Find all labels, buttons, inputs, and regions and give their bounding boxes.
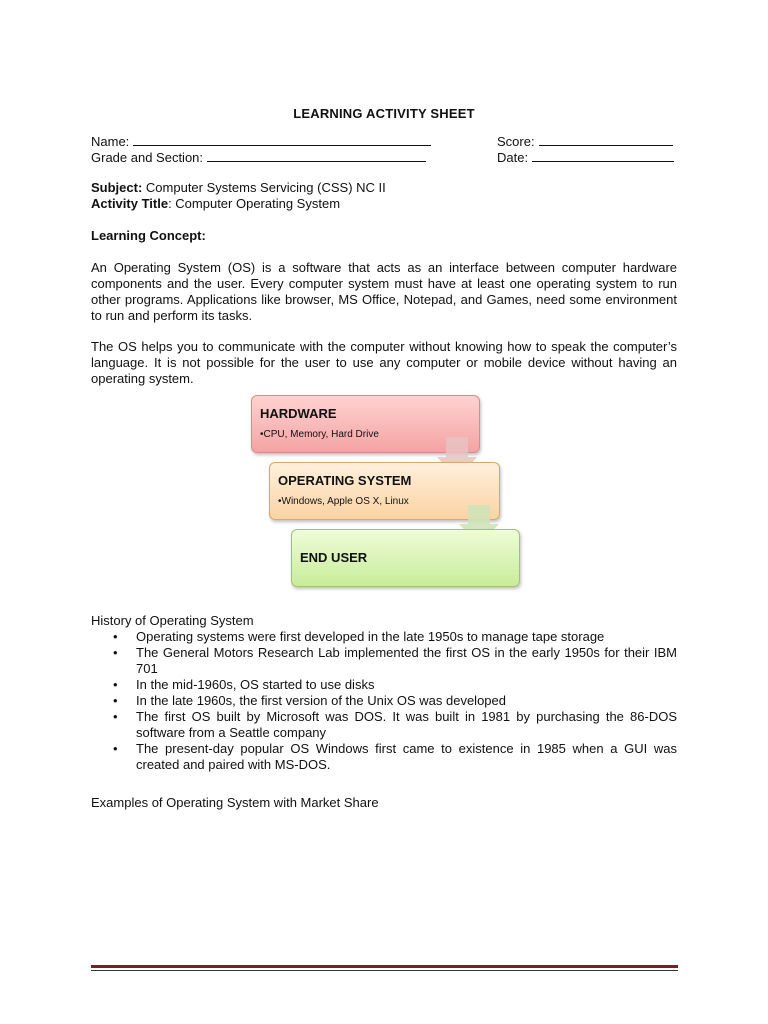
score-field bbox=[497, 133, 673, 149]
list-item: • The General Motors Research Lab implemented the first OS in the early 1950s for their IBM 701 bbox=[91, 645, 677, 677]
learning-concept-heading: Learning Concept: bbox=[91, 228, 206, 243]
date-field bbox=[497, 149, 674, 165]
subject-value: Computer Systems Servicing (CSS) NC II bbox=[142, 180, 386, 195]
end-user-title: END USER bbox=[300, 550, 368, 565]
os-definition-paragraph: An Operating System (OS) is a software that acts as an interface between computer hardware components and the user. Every computer system must have at least one operating system to run other programs. Applications like browser, MS Office, Notepad, and Games, need some environment to run and perform its tasks. bbox=[91, 260, 677, 323]
date-label: Date: bbox=[497, 150, 529, 165]
history-heading: History of Operating System bbox=[91, 613, 254, 628]
operating-system-detail: •Windows, Apple OS X, Linux bbox=[278, 496, 409, 507]
subject-label: Subject: bbox=[91, 180, 143, 195]
examples-heading: Examples of Operating System with Market Share bbox=[91, 795, 379, 810]
grade-section-blank-line bbox=[207, 149, 426, 162]
list-item: • In the late 1960s, the first version of the Unix OS was developed bbox=[91, 693, 677, 709]
grade-section-label: Grade and Section: bbox=[91, 150, 204, 165]
score-blank-line bbox=[539, 133, 673, 146]
history-list bbox=[91, 629, 677, 773]
name-field bbox=[91, 133, 431, 149]
list-item: • In the mid-1960s, OS started to use disks bbox=[91, 677, 677, 693]
list-item: • The first OS built by Microsoft was DOS. It was built in 1981 by purchasing the 86-DOS software from a Seattle company bbox=[91, 709, 677, 741]
end-user-box bbox=[291, 529, 520, 587]
score-label: Score: bbox=[497, 134, 535, 149]
date-blank-line bbox=[532, 149, 674, 162]
grade-section-field bbox=[91, 149, 426, 165]
os-purpose-paragraph: The OS helps you to communicate with the computer without knowing how to speak the computer’s language. It is not possible for the user to use any computer or mobile device without having an operating system. bbox=[91, 339, 677, 386]
hardware-title: HARDWARE bbox=[260, 406, 337, 421]
subject-line bbox=[91, 180, 386, 195]
hardware-detail: •CPU, Memory, Hard Drive bbox=[260, 429, 379, 440]
list-item: • The present-day popular OS Windows first came to existence in 1985 when a GUI was created and paired with MS-DOS. bbox=[91, 741, 677, 773]
operating-system-title: OPERATING SYSTEM bbox=[278, 473, 412, 488]
name-blank-line bbox=[133, 133, 431, 146]
footer-rule-thin bbox=[91, 970, 678, 971]
name-label: Name: bbox=[91, 134, 130, 149]
activity-title-label: Activity Title bbox=[91, 196, 169, 211]
activity-title-value: : Computer Operating System bbox=[168, 196, 341, 211]
page-title: LEARNING ACTIVITY SHEET bbox=[293, 106, 475, 121]
list-item: • Operating systems were first developed in the late 1950s to manage tape storage bbox=[91, 629, 677, 645]
activity-title-line bbox=[91, 196, 340, 211]
footer-rule bbox=[91, 965, 678, 968]
